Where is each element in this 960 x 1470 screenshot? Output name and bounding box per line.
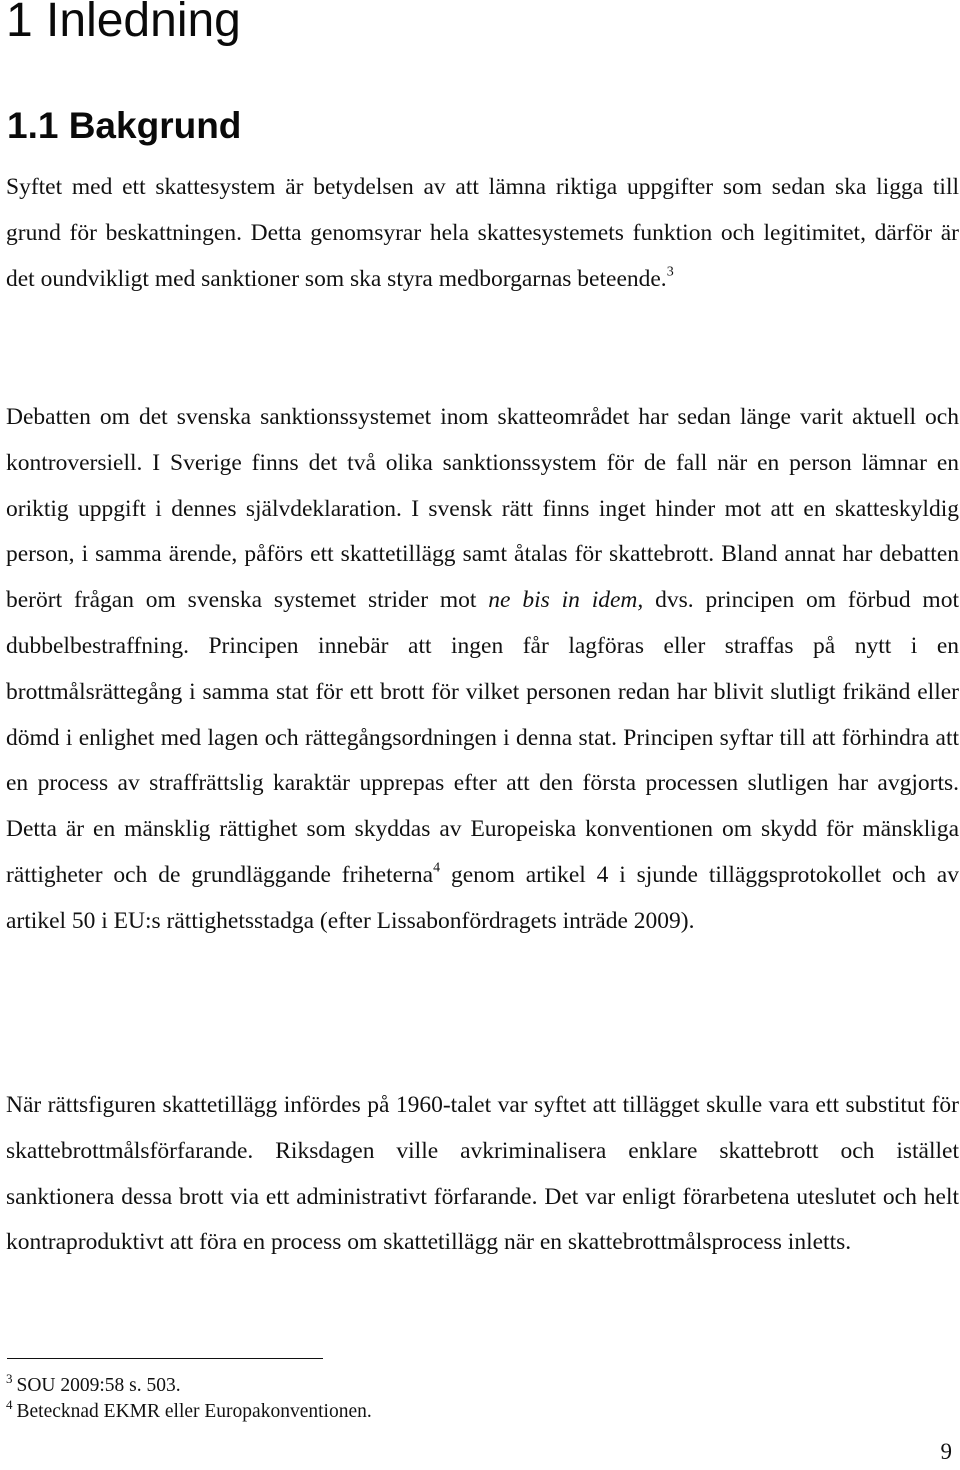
footnote-reference-4: 4	[433, 860, 441, 876]
footnotes	[6, 1373, 906, 1425]
footnote-text: Betecknad EKMR eller Europakonventionen.	[16, 1401, 372, 1422]
latin-term: ne bis in idem,	[488, 587, 644, 614]
paragraph-text: När rättsfiguren skattetillägg infördes på 1960-talet var syftet att tillägget skulle vara ett substitut för skattebrottmålsförfarande. Riksdagen ville avkriminalisera enklare skattebrott och istället sanktionera dessa brott via ett administrativt förfarande. Det var enligt förarbetena uteslutet och helt kontraproduktivt att föra en process om skattetillägg när en skattebrottmålsprocess inletts.	[6, 1092, 959, 1256]
footnote-number: 3	[6, 1371, 13, 1387]
paragraph-text: Syftet med ett skattesystem är betydelsen av att lämna riktiga uppgifter som sedan ska ligga till grund för beskattningen. Detta genomsyrar hela skattesystemets funktion och legitimitet, därför är det oundvikligt med sanktioner som ska styra medborgarnas beteende.	[6, 174, 959, 292]
footnote-item	[6, 1399, 906, 1425]
section-heading: 1.1 Bakgrund	[7, 105, 242, 146]
footnote-separator	[7, 1358, 323, 1359]
page-number: 9	[940, 1439, 952, 1464]
paragraph-sanction-debate	[6, 395, 959, 945]
chapter-heading: 1 Inledning	[6, 0, 241, 47]
footnote-reference-3: 3	[666, 264, 674, 280]
paragraph-background-intro	[6, 165, 959, 302]
footnote-item	[6, 1373, 906, 1399]
paragraph-text: Debatten om det svenska sanktionssystemet inom skatteområdet har sedan länge varit aktuell och kontroversiell. I Sverige finns det två olika sanktionssystem för de fall när en person lämnar en oriktig uppgift i dennes självdeklaration. I svensk rätt finns inget hinder mot att en skatteskyldig person, i samma ärende, påförs ett skattetillägg samt åtalas för skattebrott. Bland annat har debatten berört frågan om svenska systemet strider mot	[6, 404, 959, 614]
paragraph-text: genom artikel 4 i sjunde tilläggsprotokollet och av artikel 50 i EU:s rättighetsstadga (efter Lissabonfördragets inträde 2009).	[6, 861, 959, 934]
paragraph-text: dvs. principen om förbud mot dubbelbestraffning. Principen innebär att ingen får lagföras eller straffas på nytt i en brottmålsrättegång i samma stat för ett brott för vilket personen redan har blivit slutligt frikänd eller dömd i enlighet med lagen och rättegångsordningen i denna stat. Principen syftar till att förhindra att en process av straffrättslig karaktär upprepas efter att den första processen slutligen har avgjorts. Detta är en mänsklig rättighet som skyddas av Europeiska konventionen om skydd för mänskliga rättigheter och de grundläggande friheterna	[6, 587, 959, 888]
footnote-number: 4	[6, 1397, 13, 1413]
footnote-text: SOU 2009:58 s. 503.	[16, 1375, 181, 1396]
paragraph-tax-surcharge-history	[6, 1083, 959, 1266]
